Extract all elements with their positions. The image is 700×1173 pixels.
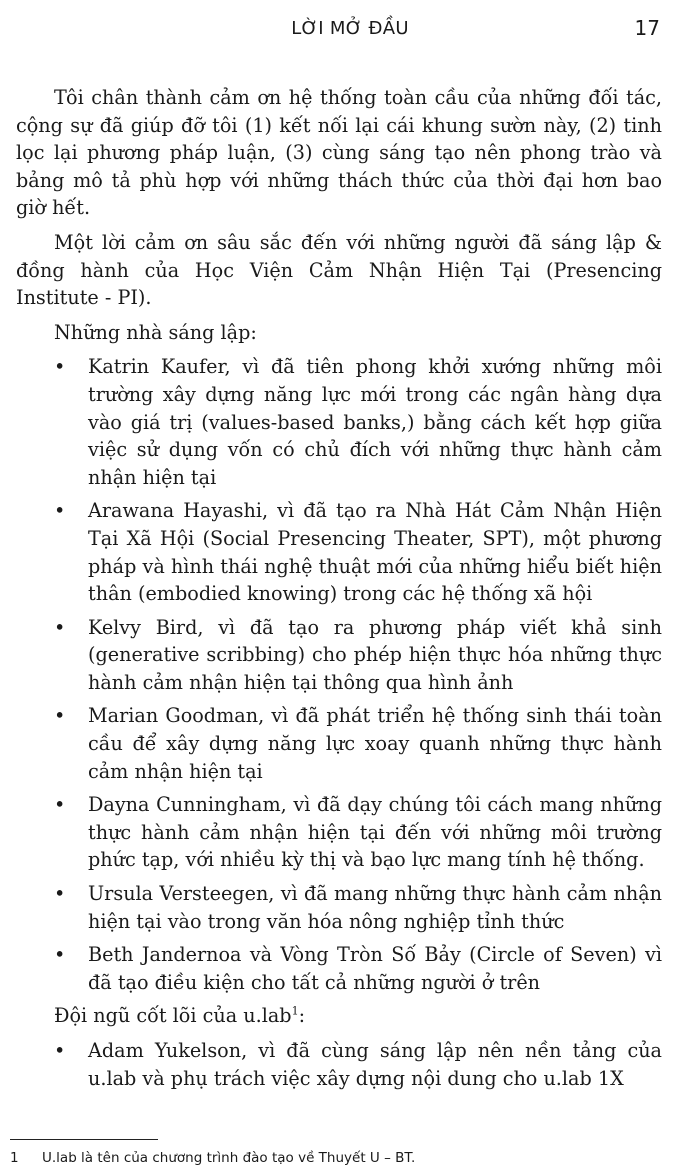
core-team-label	[54, 1002, 662, 1030]
acknowledgement-paragraph: Tôi chân thành cảm ơn hệ thống toàn cầu của những đối tác, cộng sự đã giúp đỡ tôi (1) kết nối lại cái khung sườn này, (2) tinh lọc lại phương pháp luận, (3) cùng sáng tạo nên phong trào và bảng mô tả phù hợp với những thách thức của thời đại hơn bao giờ hết.	[16, 86, 662, 220]
list-item	[16, 791, 662, 874]
page-body	[16, 84, 662, 1098]
running-title: LỜI MỞ ĐẦU	[291, 18, 409, 39]
list-item-text: Kelvy Bird, vì đã tạo ra phương pháp viết khả sinh (generative scribbing) cho phép hiện thực hóa những thực hành cảm nhận hiện tại thông qua hình ảnh	[88, 615, 662, 694]
footnote	[10, 1149, 690, 1167]
list-item	[16, 353, 662, 491]
footnote-text: U.lab là tên của chương trình đào tạo về Thuyết U – BT.	[42, 1150, 416, 1166]
list-item-text: Arawana Hayashi, vì đã tạo ra Nhà Hát Cảm Nhận Hiện Tại Xã Hội (Social Presencing Theater, SPT), một phương pháp và hình thái nghệ thuật mới của những hiểu biết hiện thân (embodied knowing) trong các hệ thống xã hội	[88, 499, 662, 606]
list-item-text: Adam Yukelson, vì đã cùng sáng lập nên nền tảng của u.lab và phụ trách việc xây dựng nội dung cho u.lab 1X	[88, 1039, 662, 1090]
page-header	[0, 0, 700, 60]
bullet-icon: •	[54, 793, 66, 817]
footnote-number: 1	[10, 1150, 19, 1166]
bullet-icon: •	[54, 704, 66, 728]
bullet-icon: •	[54, 882, 66, 906]
core-team-label-text: Đội ngũ cốt lõi của u.lab	[54, 1004, 292, 1028]
list-item-text: Marian Goodman, vì đã phát triển hệ thống sinh thái toàn cầu để xây dựng năng lực xoay quanh những thực hành cảm nhận hiện tại	[88, 704, 662, 783]
bullet-icon: •	[54, 355, 66, 379]
list-item	[16, 702, 662, 785]
founders-thanks-paragraph: Một lời cảm ơn sâu sắc đến với những người đã sáng lập & đồng hành của Học Viện Cảm Nhận Hiện Tại (Presencing Institute - PI).	[16, 230, 662, 310]
core-team-list	[16, 1037, 662, 1092]
list-item	[16, 497, 662, 607]
list-item-text: Beth Jandernoa và Vòng Tròn Số Bảy (Circle of Seven) vì đã tạo điều kiện cho tất cả những người ở trên	[88, 943, 662, 994]
list-item	[16, 614, 662, 697]
list-item-text: Dayna Cunningham, vì đã dạy chúng tôi cách mang những thực hành cảm nhận hiện tại đến với những môi trường phức tạp, với nhiều kỳ thị và bạo lực mang tính hệ thống.	[88, 793, 662, 872]
list-item-text: Katrin Kaufer, vì đã tiên phong khởi xướng những môi trường xây dựng năng lực mới trong các ngân hàng dựa vào giá trị (values-based banks,) bằng cách kết hợp giữa việc sử dụng vốn có chủ đích với những thực hành cảm nhận hiện tại	[88, 355, 662, 489]
list-item	[16, 941, 662, 996]
bullet-icon: •	[54, 499, 66, 523]
list-item	[16, 1037, 662, 1092]
page-number: 17	[634, 16, 660, 40]
founders-label: Những nhà sáng lập:	[54, 320, 257, 344]
bullet-icon: •	[54, 615, 66, 639]
footnote-reference[interactable]: 1	[291, 1005, 299, 1019]
core-team-label-suffix: :	[298, 1004, 306, 1028]
footnote-divider	[10, 1139, 158, 1140]
list-item-text: Ursula Versteegen, vì đã mang những thực hành cảm nhận hiện tại vào trong văn hóa nông nghiệp tỉnh thức	[88, 882, 662, 933]
bullet-icon: •	[54, 943, 66, 967]
list-item	[16, 880, 662, 935]
founders-list	[16, 353, 662, 996]
bullet-icon: •	[54, 1039, 66, 1062]
